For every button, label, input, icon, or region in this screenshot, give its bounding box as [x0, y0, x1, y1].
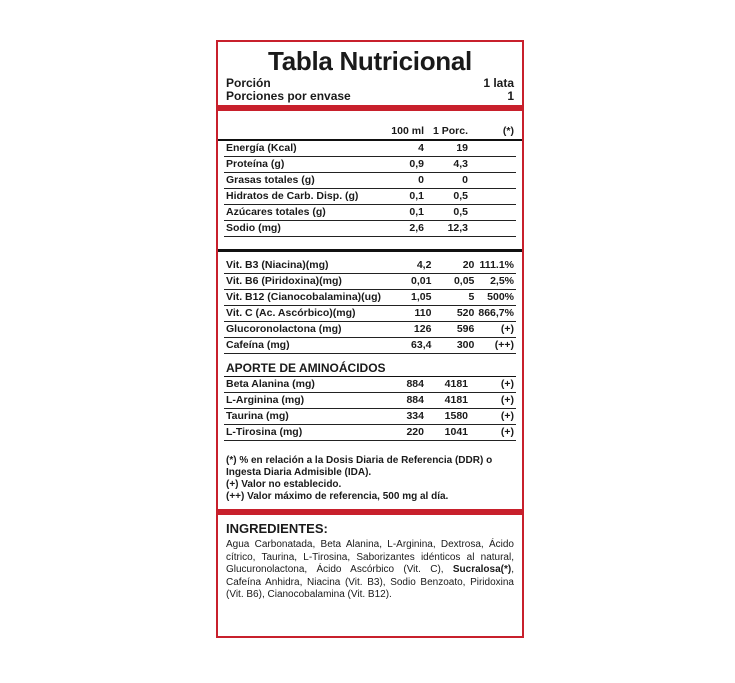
nutrient-name: Vit. B3 (Niacina)(mg)	[224, 258, 383, 274]
footnote-not-established: (+) Valor no establecido.	[226, 479, 342, 490]
nutrient-name: L-Tirosina (mg)	[224, 425, 374, 441]
value-100ml: 0,01	[383, 274, 433, 290]
value-100ml: 126	[383, 322, 433, 338]
table-row	[224, 205, 516, 221]
value-reference	[470, 221, 516, 237]
value-reference	[470, 157, 516, 173]
table-row	[224, 306, 516, 322]
nutrient-name: Grasas totales (g)	[224, 173, 374, 189]
ingredients-part-b: , Cafeína Anhidra, Niacina (Vit. B3), Sodio Benzoato, Piridoxina (Vit. B6), Cianocobalamina (Vit. B12).	[226, 564, 514, 601]
table-row	[224, 409, 516, 425]
value-reference	[470, 189, 516, 205]
footnotes	[224, 455, 516, 503]
nutrient-name: Vit. C (Ac. Ascórbico)(mg)	[224, 306, 383, 322]
value-portion: 520	[433, 306, 476, 322]
value-100ml: 884	[374, 393, 426, 409]
red-divider	[218, 105, 522, 111]
macro-table	[224, 141, 516, 237]
value-reference: 2,5%	[476, 274, 516, 290]
page-title: Tabla Nutricional	[268, 46, 472, 76]
table-row	[224, 274, 516, 290]
black-divider	[218, 249, 522, 252]
value-reference: (+)	[470, 377, 516, 393]
value-portion: 0	[426, 173, 470, 189]
table-row	[224, 393, 516, 409]
servings-label: Porciones por envase	[226, 89, 351, 103]
nutrient-name: Vit. B6 (Piridoxina)(mg)	[224, 274, 383, 290]
nutrient-name: Vit. B12 (Cianocobalamina)(ug)	[224, 290, 383, 306]
table-header	[224, 123, 516, 139]
table-row	[224, 377, 516, 393]
value-100ml: 2,6	[374, 221, 426, 237]
value-portion: 19	[426, 141, 470, 157]
value-portion: 4181	[426, 377, 470, 393]
servings-row	[224, 90, 516, 103]
value-100ml: 0	[374, 173, 426, 189]
nutrient-name: L-Arginina (mg)	[224, 393, 374, 409]
value-100ml: 4,2	[383, 258, 433, 274]
value-portion: 20	[433, 258, 476, 274]
value-100ml: 1,05	[383, 290, 433, 306]
red-divider	[218, 509, 522, 515]
value-100ml: 0,1	[374, 189, 426, 205]
table-row	[224, 157, 516, 173]
col-reference: (*)	[502, 124, 514, 137]
value-reference: (+)	[470, 393, 516, 409]
nutrient-name: Energía (Kcal)	[224, 141, 374, 157]
table-row	[224, 290, 516, 306]
table-row	[224, 189, 516, 205]
table-row	[224, 322, 516, 338]
table-row	[224, 425, 516, 441]
value-100ml: 0,9	[374, 157, 426, 173]
portion-label: Porción	[226, 76, 271, 90]
table-row	[224, 258, 516, 274]
value-reference	[470, 173, 516, 189]
value-100ml: 220	[374, 425, 426, 441]
col-100ml: 100 ml	[391, 124, 424, 137]
value-portion: 0,5	[426, 189, 470, 205]
value-portion: 4,3	[426, 157, 470, 173]
value-reference: 866,7%	[476, 306, 516, 322]
value-portion: 0,5	[426, 205, 470, 221]
vitamins-table	[224, 258, 516, 354]
nutrient-name: Beta Alanina (mg)	[224, 377, 374, 393]
nutrient-name: Taurina (mg)	[224, 409, 374, 425]
table-row	[224, 338, 516, 354]
value-reference: (++)	[476, 338, 516, 354]
value-portion: 0,05	[433, 274, 476, 290]
value-reference	[470, 205, 516, 221]
table-row	[224, 221, 516, 237]
value-100ml: 334	[374, 409, 426, 425]
value-portion: 300	[433, 338, 476, 354]
amino-section-title: APORTE DE AMINOÁCIDOS	[224, 360, 516, 377]
value-100ml: 110	[383, 306, 433, 322]
value-100ml: 63,4	[383, 338, 433, 354]
value-reference	[470, 141, 516, 157]
value-portion: 1041	[426, 425, 470, 441]
ingredients-text	[224, 539, 516, 602]
value-reference: 111.1%	[476, 258, 516, 274]
footnote-max-reference: (++) Valor máximo de referencia, 500 mg al día.	[226, 491, 449, 502]
ingredients-title: INGREDIENTES:	[226, 521, 328, 536]
value-reference: (+)	[470, 409, 516, 425]
value-100ml: 0,1	[374, 205, 426, 221]
nutrient-name: Sodio (mg)	[224, 221, 374, 237]
value-portion: 1580	[426, 409, 470, 425]
ingredients-bold: Sucralosa(*)	[452, 564, 512, 576]
value-portion: 4181	[426, 393, 470, 409]
col-portion: 1 Porc.	[432, 124, 468, 137]
nutrient-name: Hidratos de Carb. Disp. (g)	[224, 189, 374, 205]
value-100ml: 4	[374, 141, 426, 157]
nutrition-facts-panel	[216, 40, 524, 638]
value-100ml: 884	[374, 377, 426, 393]
nutrient-name: Azúcares totales (g)	[224, 205, 374, 221]
value-portion: 596	[433, 322, 476, 338]
footnote-ddr: (*) % en relación a la Dosis Diaria de Referencia (DDR) o Ingesta Diaria Admisible (IDA).	[226, 455, 493, 478]
ingredients-part-a: Agua Carbonatada, Beta Alanina, L-Arginina, Dextrosa, Ácido cítrico, Taurina, L-Tirosina, Saborizantes idénticos al natural, Glucuronolactona, Ácido Ascórbico (Vit. C),	[226, 539, 514, 576]
value-portion: 12,3	[426, 221, 470, 237]
value-reference: (+)	[470, 425, 516, 441]
value-reference: (+)	[476, 322, 516, 338]
value-reference: 500%	[476, 290, 516, 306]
value-portion: 5	[433, 290, 476, 306]
portion-value: 1 lata	[483, 76, 514, 90]
table-row	[224, 173, 516, 189]
nutrients-table	[224, 123, 516, 139]
nutrient-name: Proteína (g)	[224, 157, 374, 173]
servings-value: 1	[507, 89, 514, 103]
nutrient-name: Glucoronolactona (mg)	[224, 322, 383, 338]
table-row	[224, 141, 516, 157]
amino-table	[224, 377, 516, 441]
nutrient-name: Cafeína (mg)	[224, 338, 383, 354]
